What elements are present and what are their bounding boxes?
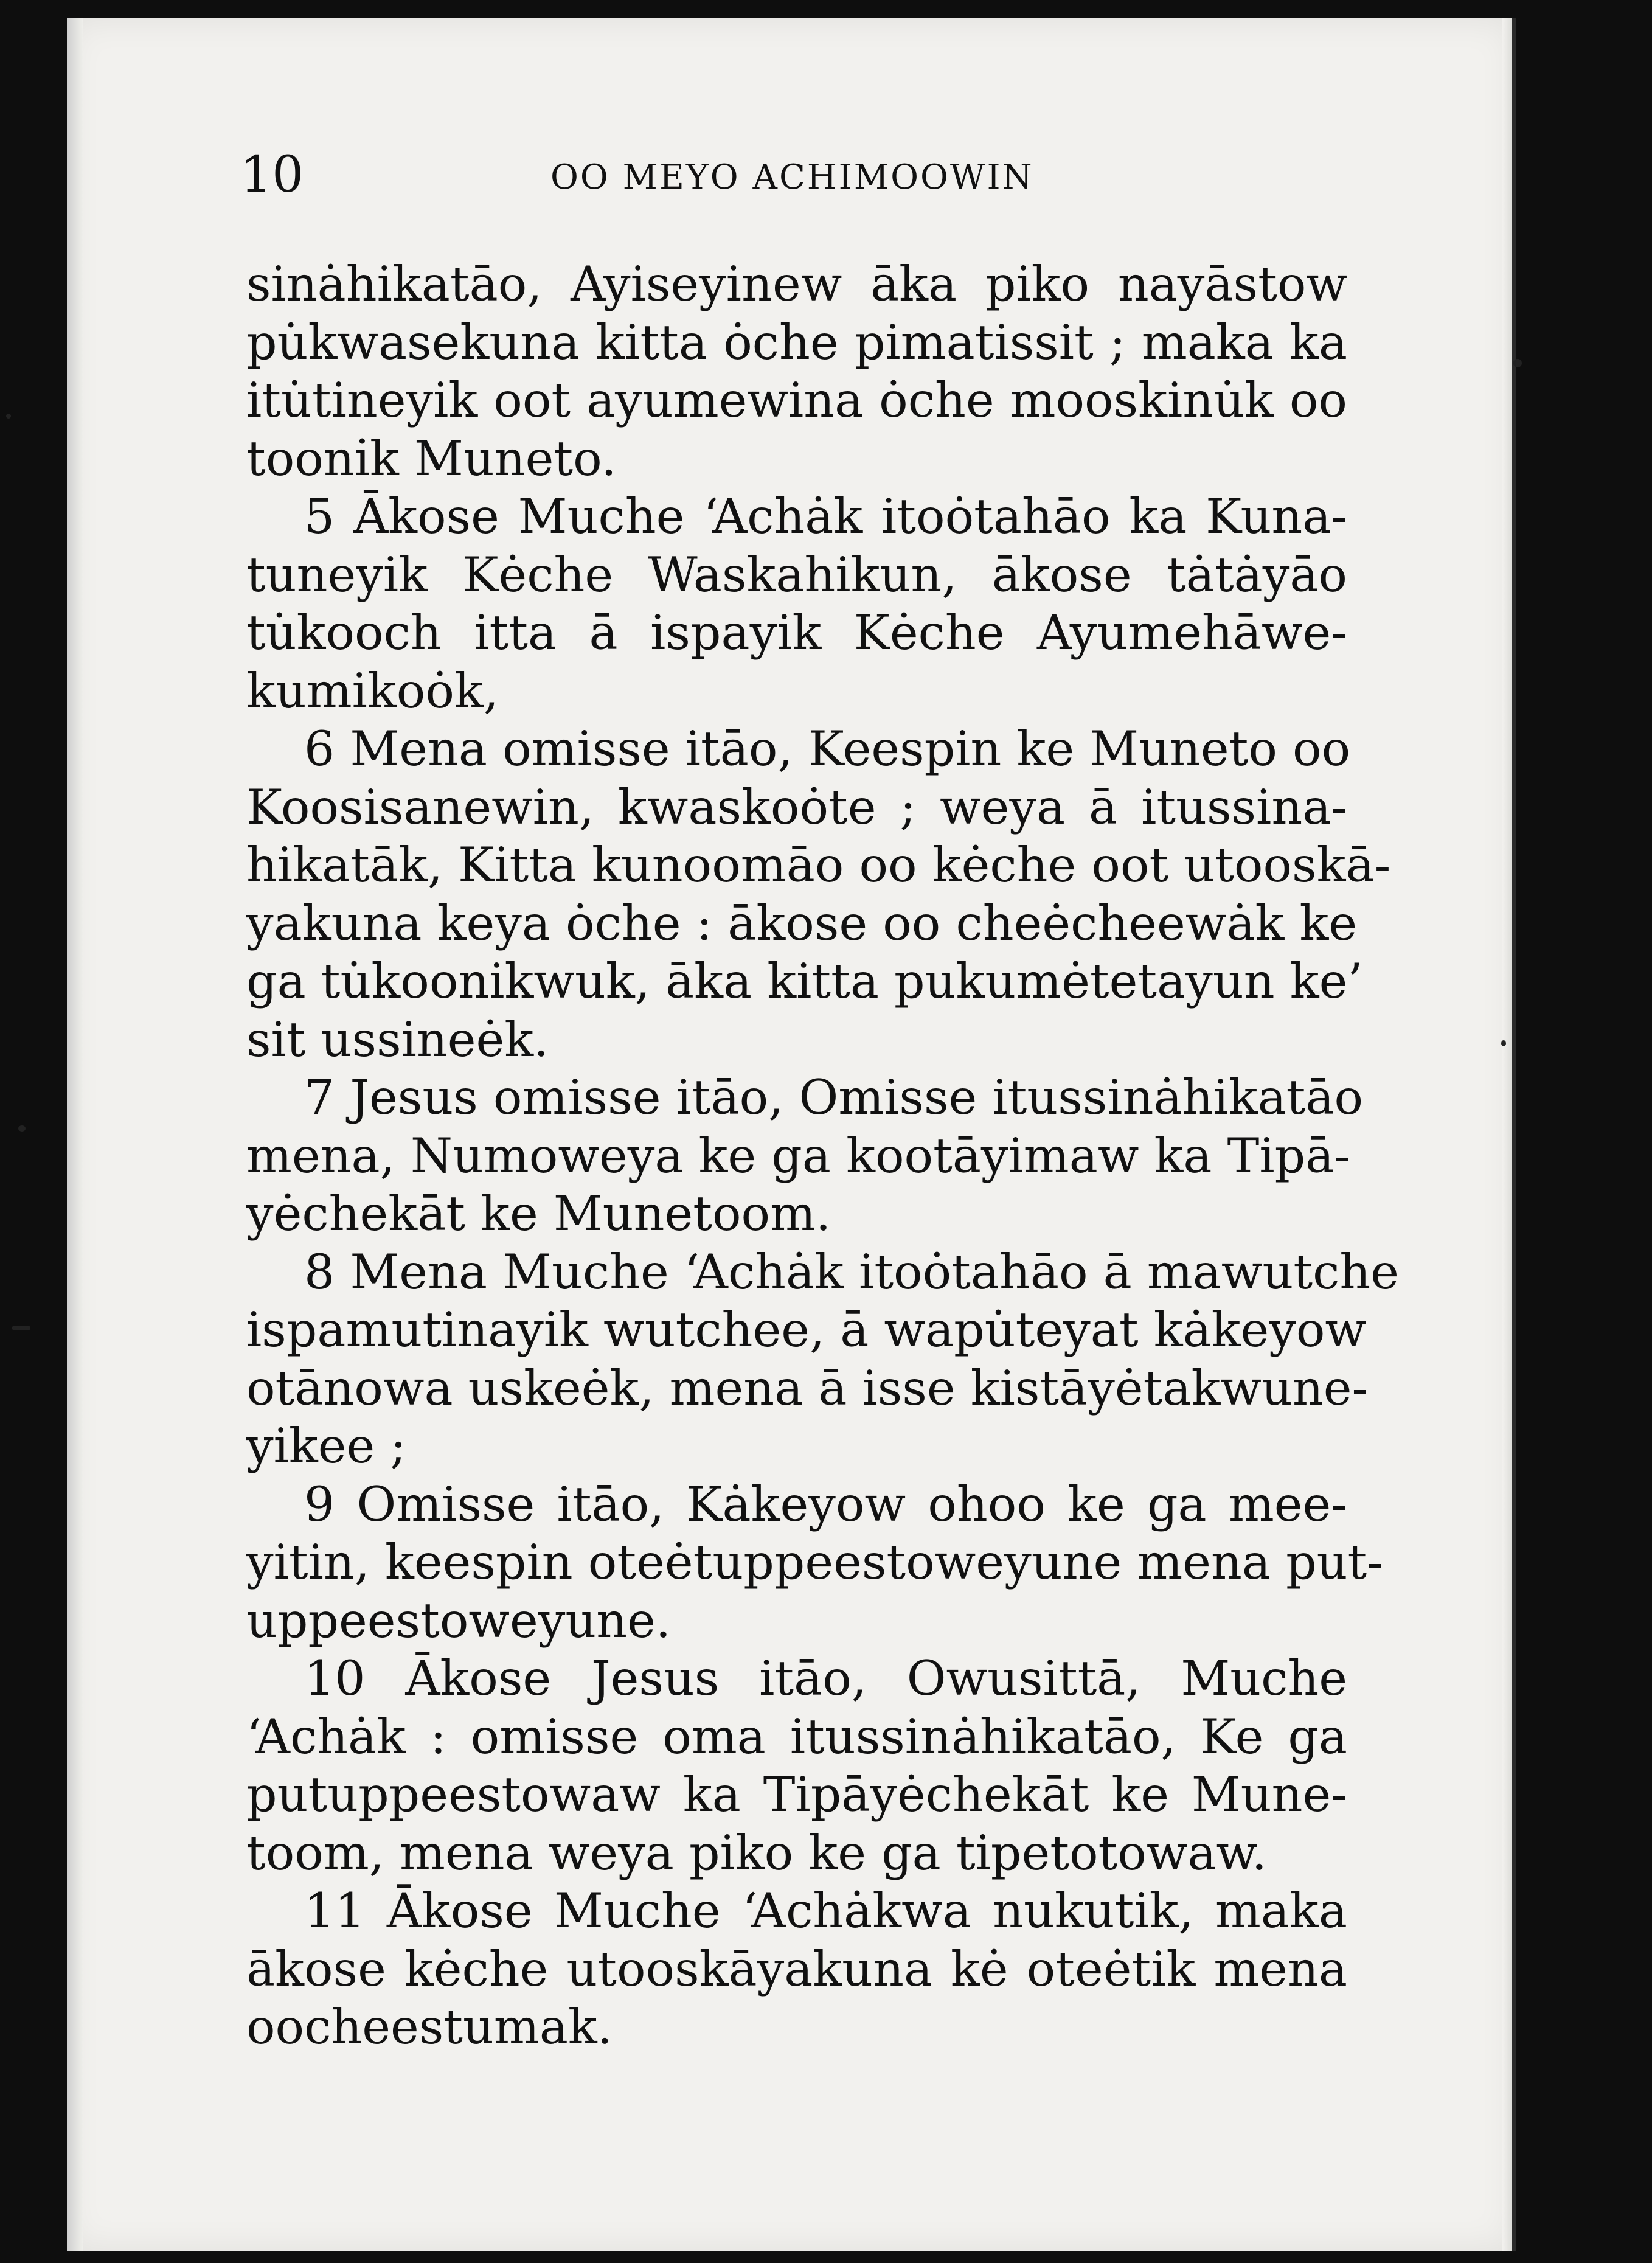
text-line: Koosisanewin, kwaskoȯte ; weya ā itussina- <box>246 779 1347 835</box>
text-line: yakuna keya ȯche : ākose oo cheėcheewȧk ke <box>246 895 1358 951</box>
text-line: yėchekāt ke Munetoom. <box>246 1186 831 1242</box>
text-line: 7 Jesus omisse itāo, Omisse itussinȧhikatāo <box>304 1069 1364 1125</box>
text-line: toom, mena weya piko ke ga tipetotowaw. <box>246 1824 1267 1881</box>
text-line: ākose kėche utooskāyakuna kė oteėtik mena <box>246 1941 1347 1997</box>
text-line: yikee ; <box>246 1418 406 1474</box>
page-left-edge <box>67 18 83 2251</box>
text-line: putuppeestowaw ka Tipāyėchekāt ke Mune- <box>246 1767 1347 1823</box>
text-line: mena, Numoweya ke ga kootāyimaw ka Tipā- <box>246 1127 1350 1184</box>
text-line: 5 Ākose Muche ‘Achȧk itoȯtahāo ka Kuna- <box>304 488 1347 544</box>
scan-speck <box>18 1125 26 1132</box>
text-line: hikatāk, Kitta kunoomāo oo kėche oot utooskā- <box>246 837 1391 893</box>
text-line: ‘Achȧk : omisse oma itussinȧhikatāo, Ke ga <box>246 1708 1347 1765</box>
page-number: 10 <box>240 146 304 204</box>
scan-speck <box>1513 359 1522 367</box>
page-header <box>240 146 1426 204</box>
text-line: 11 Ākose Muche ‘Achȧkwa nukutik, maka <box>304 1883 1347 1939</box>
text-line: 6 Mena omisse itāo, Keespin ke Muneto oo <box>304 721 1351 777</box>
body-text <box>246 255 1400 2057</box>
text-line: tuneyik Kėche Waskahikun, ākose tȧtȧyāo <box>246 546 1347 603</box>
text-line: sit ussineėk. <box>246 1011 549 1068</box>
text-line: kumikoȯk, <box>246 662 499 719</box>
text-line: yitin, keespin oteėtuppeestoweyune mena put- <box>246 1534 1383 1590</box>
scan-speck <box>1501 1040 1506 1046</box>
text-line: tu̇kooch itta ā ispayik Kėche Ayumehāwe- <box>246 605 1347 661</box>
text-line: 10 Ākose Jesus itāo, Owusittā, Muche <box>304 1650 1347 1706</box>
text-line: sinȧhikatāo, Ayiseyinew āka piko nayāstow <box>246 256 1347 312</box>
text-line: itu̇tineyik oot ayumewina ȯche mooskinu̇k oo <box>246 372 1347 428</box>
text-line: 8 Mena Muche ‘Achȧk itoȯtahāo ā mawutche <box>304 1243 1400 1300</box>
text-line: pu̇kwasekuna kitta ȯche pimatissit ; maka ka <box>246 314 1347 370</box>
text-line: uppeestoweyune. <box>246 1592 672 1649</box>
running-head: OO MEYO ACHIMOOWIN <box>550 158 1034 197</box>
book-spine-line <box>1512 18 1516 2251</box>
text-line: 9 Omisse itāo, Kȧkeyow ohoo ke ga mee- <box>304 1476 1347 1532</box>
scan-speck <box>12 1326 30 1330</box>
text-line: oocheestumak. <box>246 1999 613 2055</box>
text-line: ispamutinayik wutchee, ā wapu̇teyat kȧkeyow <box>246 1302 1367 1358</box>
text-line: otānowa uskeėk, mena ā isse kistāyėtakwune- <box>246 1360 1369 1416</box>
text-line: tooni̇k Muneto. <box>246 430 617 487</box>
text-line: ga tu̇koonikwuk, āka kitta pukumėtetayun ke’ <box>246 953 1363 1009</box>
scan-speck <box>6 414 11 419</box>
